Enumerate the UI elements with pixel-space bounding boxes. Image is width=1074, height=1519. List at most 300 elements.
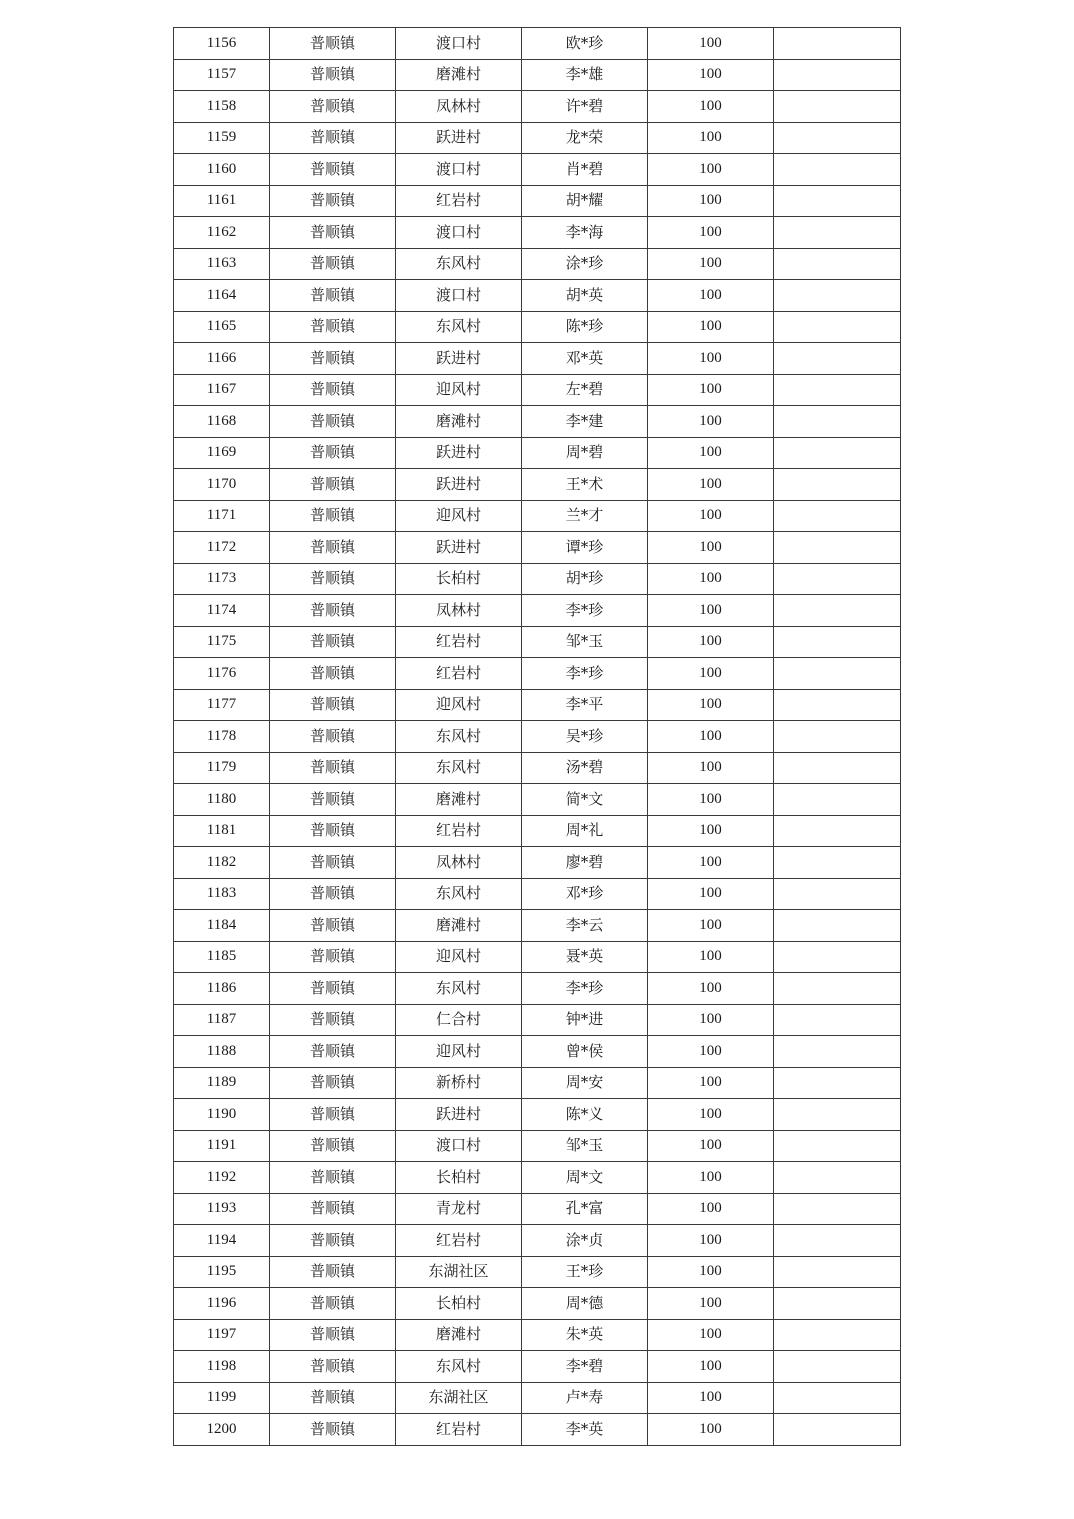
cell-village: 跃进村 <box>396 122 522 154</box>
cell-village: 跃进村 <box>396 343 522 375</box>
cell-name: 朱*英 <box>522 1319 648 1351</box>
cell-index: 1179 <box>174 752 270 784</box>
cell-amount: 100 <box>648 1351 774 1383</box>
cell-note <box>774 1256 901 1288</box>
cell-note <box>774 437 901 469</box>
cell-village: 迎风村 <box>396 500 522 532</box>
cell-index: 1170 <box>174 469 270 501</box>
cell-village: 迎风村 <box>396 941 522 973</box>
table-row <box>174 185 901 217</box>
cell-amount: 100 <box>648 658 774 690</box>
cell-village: 磨滩村 <box>396 784 522 816</box>
cell-town: 普顺镇 <box>270 500 396 532</box>
cell-village: 迎风村 <box>396 689 522 721</box>
cell-village: 东风村 <box>396 721 522 753</box>
cell-town: 普顺镇 <box>270 1288 396 1320</box>
cell-name: 吴*珍 <box>522 721 648 753</box>
cell-name: 王*术 <box>522 469 648 501</box>
cell-amount: 100 <box>648 1288 774 1320</box>
cell-note <box>774 311 901 343</box>
table-row <box>174 217 901 249</box>
cell-index: 1158 <box>174 91 270 123</box>
cell-name: 汤*碧 <box>522 752 648 784</box>
cell-name: 李*雄 <box>522 59 648 91</box>
table-row <box>174 1099 901 1131</box>
cell-village: 磨滩村 <box>396 406 522 438</box>
cell-note <box>774 1099 901 1131</box>
cell-index: 1185 <box>174 941 270 973</box>
cell-name: 廖*碧 <box>522 847 648 879</box>
cell-name: 龙*荣 <box>522 122 648 154</box>
cell-town: 普顺镇 <box>270 563 396 595</box>
cell-village: 红岩村 <box>396 185 522 217</box>
table-row <box>174 59 901 91</box>
cell-town: 普顺镇 <box>270 248 396 280</box>
cell-name: 周*德 <box>522 1288 648 1320</box>
cell-town: 普顺镇 <box>270 122 396 154</box>
cell-village: 东风村 <box>396 248 522 280</box>
table-row <box>174 469 901 501</box>
table-row <box>174 1382 901 1414</box>
cell-amount: 100 <box>648 689 774 721</box>
cell-note <box>774 563 901 595</box>
cell-index: 1184 <box>174 910 270 942</box>
cell-index: 1189 <box>174 1067 270 1099</box>
cell-town: 普顺镇 <box>270 437 396 469</box>
cell-village: 新桥村 <box>396 1067 522 1099</box>
cell-amount: 100 <box>648 28 774 60</box>
cell-village: 跃进村 <box>396 469 522 501</box>
cell-index: 1169 <box>174 437 270 469</box>
cell-amount: 100 <box>648 343 774 375</box>
cell-name: 简*文 <box>522 784 648 816</box>
cell-village: 仁合村 <box>396 1004 522 1036</box>
table-row <box>174 406 901 438</box>
cell-index: 1195 <box>174 1256 270 1288</box>
table-row <box>174 1288 901 1320</box>
table-row <box>174 28 901 60</box>
cell-note <box>774 1225 901 1257</box>
cell-amount: 100 <box>648 1414 774 1446</box>
cell-village: 红岩村 <box>396 815 522 847</box>
cell-note <box>774 752 901 784</box>
cell-index: 1159 <box>174 122 270 154</box>
cell-town: 普顺镇 <box>270 815 396 847</box>
cell-note <box>774 626 901 658</box>
cell-index: 1164 <box>174 280 270 312</box>
cell-index: 1162 <box>174 217 270 249</box>
cell-name: 李*珍 <box>522 595 648 627</box>
cell-town: 普顺镇 <box>270 1162 396 1194</box>
cell-name: 邹*玉 <box>522 626 648 658</box>
cell-note <box>774 500 901 532</box>
cell-town: 普顺镇 <box>270 91 396 123</box>
cell-note <box>774 1162 901 1194</box>
cell-village: 红岩村 <box>396 626 522 658</box>
cell-name: 周*礼 <box>522 815 648 847</box>
cell-note <box>774 280 901 312</box>
cell-note <box>774 1382 901 1414</box>
cell-town: 普顺镇 <box>270 311 396 343</box>
cell-index: 1200 <box>174 1414 270 1446</box>
table-row <box>174 343 901 375</box>
cell-index: 1165 <box>174 311 270 343</box>
table-row <box>174 689 901 721</box>
cell-town: 普顺镇 <box>270 1099 396 1131</box>
cell-name: 曾*侯 <box>522 1036 648 1068</box>
table-row <box>174 1319 901 1351</box>
table-row <box>174 658 901 690</box>
cell-note <box>774 658 901 690</box>
cell-index: 1166 <box>174 343 270 375</box>
table-row <box>174 500 901 532</box>
cell-town: 普顺镇 <box>270 847 396 879</box>
cell-name: 李*建 <box>522 406 648 438</box>
cell-town: 普顺镇 <box>270 1004 396 1036</box>
table-row <box>174 248 901 280</box>
cell-note <box>774 1036 901 1068</box>
cell-amount: 100 <box>648 1225 774 1257</box>
cell-town: 普顺镇 <box>270 721 396 753</box>
cell-name: 周*文 <box>522 1162 648 1194</box>
cell-amount: 100 <box>648 784 774 816</box>
cell-index: 1177 <box>174 689 270 721</box>
cell-note <box>774 1004 901 1036</box>
table-row <box>174 910 901 942</box>
cell-amount: 100 <box>648 59 774 91</box>
cell-village: 渡口村 <box>396 217 522 249</box>
cell-town: 普顺镇 <box>270 752 396 784</box>
cell-note <box>774 815 901 847</box>
cell-index: 1167 <box>174 374 270 406</box>
cell-note <box>774 91 901 123</box>
cell-town: 普顺镇 <box>270 343 396 375</box>
cell-index: 1192 <box>174 1162 270 1194</box>
cell-town: 普顺镇 <box>270 185 396 217</box>
cell-note <box>774 847 901 879</box>
cell-amount: 100 <box>648 1256 774 1288</box>
cell-village: 磨滩村 <box>396 59 522 91</box>
cell-village: 东湖社区 <box>396 1256 522 1288</box>
cell-name: 涂*珍 <box>522 248 648 280</box>
cell-note <box>774 185 901 217</box>
cell-amount: 100 <box>648 311 774 343</box>
table-row <box>174 752 901 784</box>
cell-village: 迎风村 <box>396 1036 522 1068</box>
cell-amount: 100 <box>648 1067 774 1099</box>
cell-village: 凤林村 <box>396 847 522 879</box>
cell-amount: 100 <box>648 406 774 438</box>
cell-amount: 100 <box>648 469 774 501</box>
table-row <box>174 154 901 186</box>
cell-name: 涂*贞 <box>522 1225 648 1257</box>
cell-town: 普顺镇 <box>270 532 396 564</box>
table-row <box>174 1130 901 1162</box>
cell-town: 普顺镇 <box>270 1225 396 1257</box>
cell-index: 1193 <box>174 1193 270 1225</box>
table-row <box>174 374 901 406</box>
cell-amount: 100 <box>648 1130 774 1162</box>
cell-village: 磨滩村 <box>396 910 522 942</box>
cell-village: 长柏村 <box>396 1288 522 1320</box>
cell-amount: 100 <box>648 595 774 627</box>
cell-village: 凤林村 <box>396 595 522 627</box>
cell-name: 邓*珍 <box>522 878 648 910</box>
cell-village: 东风村 <box>396 752 522 784</box>
cell-name: 胡*英 <box>522 280 648 312</box>
cell-note <box>774 469 901 501</box>
cell-name: 李*云 <box>522 910 648 942</box>
cell-note <box>774 248 901 280</box>
cell-village: 磨滩村 <box>396 1319 522 1351</box>
cell-village: 长柏村 <box>396 563 522 595</box>
cell-amount: 100 <box>648 1036 774 1068</box>
cell-amount: 100 <box>648 941 774 973</box>
cell-town: 普顺镇 <box>270 973 396 1005</box>
cell-amount: 100 <box>648 437 774 469</box>
cell-note <box>774 1288 901 1320</box>
table-row <box>174 122 901 154</box>
cell-amount: 100 <box>648 1004 774 1036</box>
cell-town: 普顺镇 <box>270 1382 396 1414</box>
cell-index: 1173 <box>174 563 270 595</box>
cell-village: 凤林村 <box>396 91 522 123</box>
cell-name: 欧*珍 <box>522 28 648 60</box>
cell-note <box>774 1319 901 1351</box>
table-row <box>174 626 901 658</box>
cell-amount: 100 <box>648 500 774 532</box>
cell-index: 1199 <box>174 1382 270 1414</box>
table-row <box>174 878 901 910</box>
cell-name: 许*碧 <box>522 91 648 123</box>
cell-note <box>774 374 901 406</box>
cell-town: 普顺镇 <box>270 689 396 721</box>
cell-index: 1156 <box>174 28 270 60</box>
cell-note <box>774 1130 901 1162</box>
cell-amount: 100 <box>648 878 774 910</box>
cell-town: 普顺镇 <box>270 1319 396 1351</box>
cell-index: 1187 <box>174 1004 270 1036</box>
cell-village: 迎风村 <box>396 374 522 406</box>
cell-amount: 100 <box>648 91 774 123</box>
cell-name: 孔*富 <box>522 1193 648 1225</box>
cell-town: 普顺镇 <box>270 1414 396 1446</box>
table-row <box>174 1193 901 1225</box>
table-row <box>174 1414 901 1446</box>
cell-index: 1180 <box>174 784 270 816</box>
cell-name: 李*碧 <box>522 1351 648 1383</box>
cell-name: 邓*英 <box>522 343 648 375</box>
cell-town: 普顺镇 <box>270 154 396 186</box>
cell-amount: 100 <box>648 815 774 847</box>
cell-village: 红岩村 <box>396 658 522 690</box>
cell-index: 1198 <box>174 1351 270 1383</box>
cell-index: 1178 <box>174 721 270 753</box>
table-row <box>174 941 901 973</box>
cell-amount: 100 <box>648 752 774 784</box>
cell-amount: 100 <box>648 847 774 879</box>
cell-amount: 100 <box>648 248 774 280</box>
cell-village: 红岩村 <box>396 1225 522 1257</box>
cell-note <box>774 941 901 973</box>
cell-index: 1160 <box>174 154 270 186</box>
cell-note <box>774 1067 901 1099</box>
cell-village: 东湖社区 <box>396 1382 522 1414</box>
cell-village: 长柏村 <box>396 1162 522 1194</box>
cell-town: 普顺镇 <box>270 406 396 438</box>
cell-name: 钟*进 <box>522 1004 648 1036</box>
cell-index: 1176 <box>174 658 270 690</box>
cell-note <box>774 217 901 249</box>
table-row <box>174 595 901 627</box>
cell-town: 普顺镇 <box>270 1256 396 1288</box>
cell-index: 1175 <box>174 626 270 658</box>
table-row <box>174 1067 901 1099</box>
table-row <box>174 280 901 312</box>
cell-town: 普顺镇 <box>270 910 396 942</box>
table-row <box>174 91 901 123</box>
cell-village: 青龙村 <box>396 1193 522 1225</box>
cell-town: 普顺镇 <box>270 374 396 406</box>
cell-index: 1190 <box>174 1099 270 1131</box>
table-row <box>174 1162 901 1194</box>
cell-name: 李*珍 <box>522 973 648 1005</box>
cell-amount: 100 <box>648 280 774 312</box>
table-row <box>174 532 901 564</box>
cell-village: 东风村 <box>396 878 522 910</box>
cell-index: 1171 <box>174 500 270 532</box>
table-body <box>174 28 901 1446</box>
cell-town: 普顺镇 <box>270 784 396 816</box>
cell-town: 普顺镇 <box>270 1036 396 1068</box>
cell-village: 渡口村 <box>396 28 522 60</box>
cell-note <box>774 689 901 721</box>
cell-name: 周*碧 <box>522 437 648 469</box>
cell-index: 1168 <box>174 406 270 438</box>
cell-name: 聂*英 <box>522 941 648 973</box>
cell-amount: 100 <box>648 154 774 186</box>
cell-name: 李*平 <box>522 689 648 721</box>
cell-note <box>774 910 901 942</box>
cell-index: 1183 <box>174 878 270 910</box>
cell-amount: 100 <box>648 1162 774 1194</box>
cell-town: 普顺镇 <box>270 1351 396 1383</box>
table-row <box>174 437 901 469</box>
cell-name: 卢*寿 <box>522 1382 648 1414</box>
cell-name: 兰*才 <box>522 500 648 532</box>
cell-town: 普顺镇 <box>270 941 396 973</box>
table-row <box>174 1004 901 1036</box>
cell-note <box>774 406 901 438</box>
cell-village: 渡口村 <box>396 280 522 312</box>
cell-index: 1197 <box>174 1319 270 1351</box>
cell-amount: 100 <box>648 532 774 564</box>
cell-town: 普顺镇 <box>270 217 396 249</box>
table-row <box>174 311 901 343</box>
cell-name: 肖*碧 <box>522 154 648 186</box>
cell-village: 东风村 <box>396 1351 522 1383</box>
cell-amount: 100 <box>648 374 774 406</box>
table-row <box>174 815 901 847</box>
cell-note <box>774 1414 901 1446</box>
cell-name: 陈*珍 <box>522 311 648 343</box>
cell-note <box>774 784 901 816</box>
cell-name: 邹*玉 <box>522 1130 648 1162</box>
cell-index: 1161 <box>174 185 270 217</box>
cell-town: 普顺镇 <box>270 595 396 627</box>
cell-name: 李*珍 <box>522 658 648 690</box>
cell-town: 普顺镇 <box>270 1193 396 1225</box>
cell-note <box>774 28 901 60</box>
cell-town: 普顺镇 <box>270 280 396 312</box>
cell-name: 王*珍 <box>522 1256 648 1288</box>
cell-amount: 100 <box>648 563 774 595</box>
cell-town: 普顺镇 <box>270 28 396 60</box>
cell-town: 普顺镇 <box>270 878 396 910</box>
table-row <box>174 847 901 879</box>
cell-village: 东风村 <box>396 311 522 343</box>
cell-amount: 100 <box>648 122 774 154</box>
cell-index: 1182 <box>174 847 270 879</box>
cell-index: 1191 <box>174 1130 270 1162</box>
cell-index: 1194 <box>174 1225 270 1257</box>
cell-note <box>774 973 901 1005</box>
cell-note <box>774 878 901 910</box>
cell-village: 红岩村 <box>396 1414 522 1446</box>
cell-index: 1174 <box>174 595 270 627</box>
table-row <box>174 1225 901 1257</box>
table-row <box>174 1256 901 1288</box>
cell-name: 谭*珍 <box>522 532 648 564</box>
cell-index: 1163 <box>174 248 270 280</box>
cell-note <box>774 595 901 627</box>
cell-amount: 100 <box>648 1193 774 1225</box>
cell-amount: 100 <box>648 1099 774 1131</box>
cell-town: 普顺镇 <box>270 626 396 658</box>
cell-town: 普顺镇 <box>270 1130 396 1162</box>
cell-village: 渡口村 <box>396 1130 522 1162</box>
cell-note <box>774 59 901 91</box>
cell-note <box>774 343 901 375</box>
cell-amount: 100 <box>648 1319 774 1351</box>
cell-town: 普顺镇 <box>270 1067 396 1099</box>
cell-amount: 100 <box>648 910 774 942</box>
cell-town: 普顺镇 <box>270 59 396 91</box>
cell-name: 左*碧 <box>522 374 648 406</box>
table-row <box>174 721 901 753</box>
cell-index: 1157 <box>174 59 270 91</box>
cell-amount: 100 <box>648 973 774 1005</box>
cell-amount: 100 <box>648 1382 774 1414</box>
cell-note <box>774 122 901 154</box>
cell-village: 东风村 <box>396 973 522 1005</box>
cell-index: 1186 <box>174 973 270 1005</box>
cell-index: 1188 <box>174 1036 270 1068</box>
cell-town: 普顺镇 <box>270 469 396 501</box>
cell-amount: 100 <box>648 217 774 249</box>
cell-village: 跃进村 <box>396 437 522 469</box>
cell-note <box>774 532 901 564</box>
cell-name: 胡*珍 <box>522 563 648 595</box>
cell-note <box>774 1193 901 1225</box>
cell-note <box>774 154 901 186</box>
cell-name: 李*英 <box>522 1414 648 1446</box>
cell-amount: 100 <box>648 626 774 658</box>
cell-amount: 100 <box>648 721 774 753</box>
cell-town: 普顺镇 <box>270 658 396 690</box>
cell-name: 周*安 <box>522 1067 648 1099</box>
cell-index: 1181 <box>174 815 270 847</box>
